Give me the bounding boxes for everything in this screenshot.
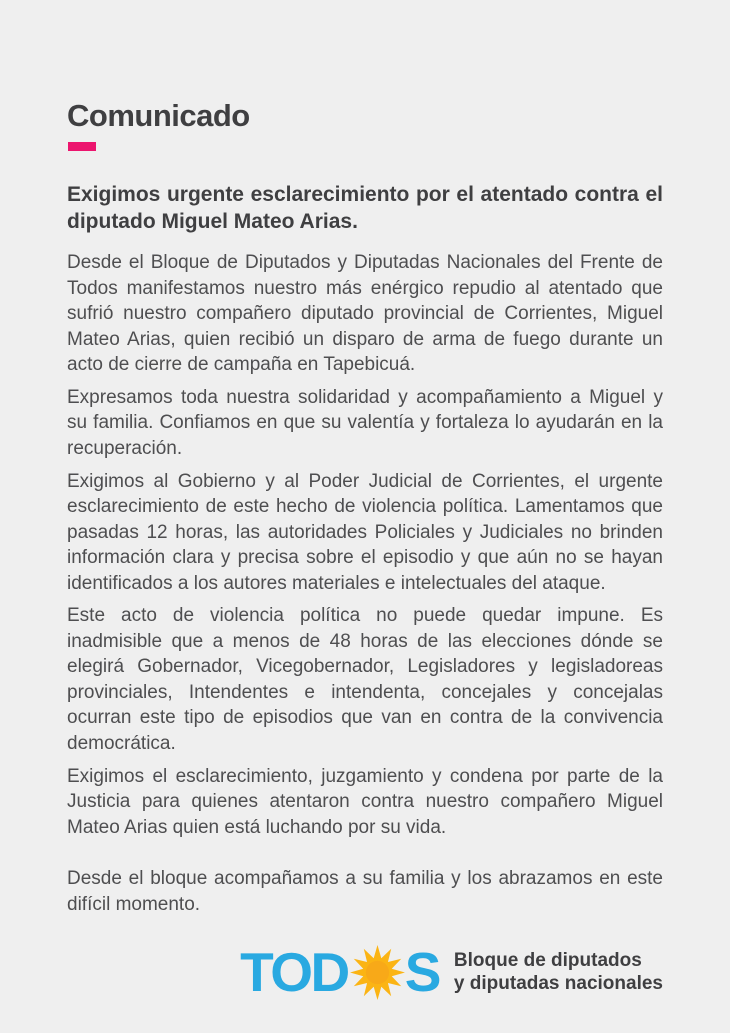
logo-row (67, 941, 663, 1004)
todos-logo (240, 941, 439, 1004)
paragraph-3: Exigimos al Gobierno y al Poder Judicial de Corrientes, el urgente esclarecimiento de este hecho de violencia política. Lamentamos que pasadas 12 horas, las autoridades Policiales y Judiciales no brinden información clara y precisa sobre el episodio y que aún no se hayan identificados a los autores materiales e intelectuales del ataque. (67, 470, 663, 594)
todos-wordmark-suffix: S (404, 941, 439, 1004)
page-title: Comunicado (67, 98, 250, 133)
paragraph-closing: Desde el bloque acompañamos a su familia y los abrazamos en este difícil momento. (67, 868, 663, 915)
sun-of-may-icon (349, 944, 406, 1001)
headline: Exigimos urgente esclarecimiento por el atentado contra el diputado Miguel Mateo Arias. (67, 182, 663, 233)
logo-caption-line1: Bloque de diputados (453, 950, 642, 972)
logo-caption (454, 950, 663, 995)
accent-bar (68, 142, 96, 151)
paragraph-1: Desde el Bloque de Diputados y Diputadas Nacionales del Frente de Todos manifestamos nuestro más enérgico repudio al atentado que sufrió nuestro compañero diputado provincial de Corrientes, Miguel Mateo Arias, quien recibió un disparo de arma de fuego durante un acto de cierre de campaña en Tapebicuá. (67, 252, 663, 376)
body-copy (67, 250, 663, 917)
paragraph-4: Este acto de violencia política no puede quedar impune. Es inadmisible que a menos de 48 horas de las elecciones dónde se elegirá Gobernador, Vicegobernador, Legisladores y legisladoreas provinciales, Intendentes e intendenta, concejales y concejalas ocurran este tipo de episodios que van en contra de la convivencia democrática. (67, 605, 663, 754)
todos-wordmark-prefix: TOD (240, 941, 348, 1004)
paragraph-5: Exigimos el esclarecimiento, juzgamiento y condena por parte de la Justicia para quienes atentaron contra nuestro compañero Miguel Mateo Arias quien está luchando por su vida. (67, 765, 663, 838)
paragraph-2: Expresamos toda nuestra solidaridad y acompañamiento a Miguel y su familia. Confiamos en que su valentía y fortaleza lo ayudarán en la recuperación. (67, 386, 663, 459)
logo-caption-line2: y diputadas nacionales (453, 972, 663, 994)
